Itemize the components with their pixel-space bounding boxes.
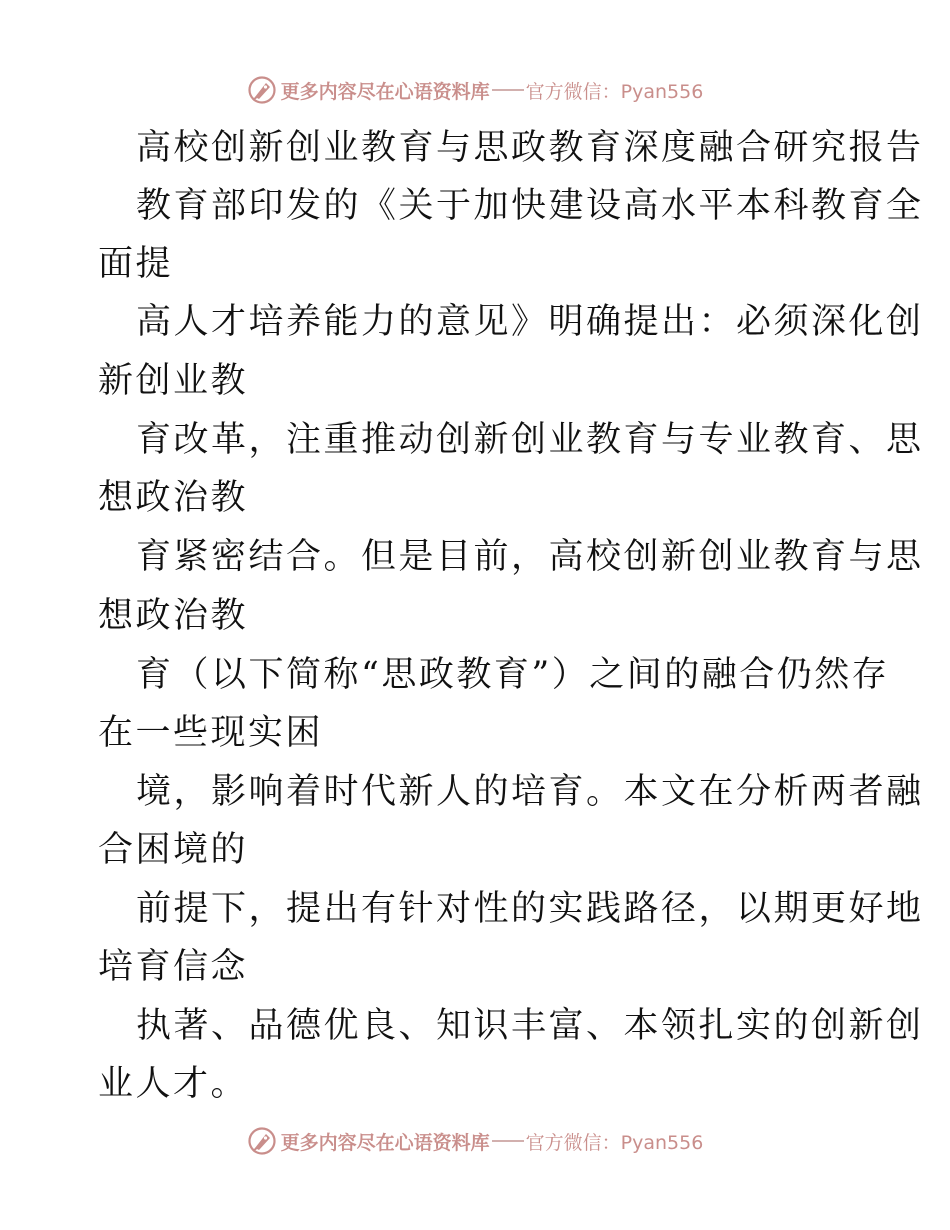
doc-line: 业人才。: [98, 1064, 249, 1104]
doc-line: 合困境的: [98, 830, 249, 870]
doc-line: 高人才培养能力的意见》明确提出：必须深化创: [136, 302, 924, 342]
doc-line: 新创业教: [98, 361, 249, 401]
header-watermark: [0, 73, 950, 107]
doc-line: 在一些现实困: [98, 713, 324, 753]
watermark-dash: [492, 89, 524, 91]
footer-watermark: [0, 1124, 950, 1158]
doc-line: 前提下，提出有针对性的实践路径，以期更好地: [136, 889, 924, 929]
doc-line: 培育信念: [98, 947, 249, 987]
doc-line: 想政治教: [98, 478, 249, 518]
pen-nib-logo-icon: [247, 1126, 277, 1156]
watermark-main-text: 更多内容尽在心语资料库: [280, 1131, 490, 1154]
pen-nib-logo-icon: [247, 75, 277, 105]
watermark-wechat-text: 官方微信：Pyan556: [525, 80, 704, 103]
doc-line: 教育部印发的《关于加快建设高水平本科教育全: [136, 186, 924, 226]
doc-line: 面提: [98, 244, 174, 284]
doc-line: 执著、品德优良、知识丰富、本领扎实的创新创: [136, 1006, 924, 1046]
doc-line: 想政治教: [98, 596, 249, 636]
doc-line: 育紧密结合。但是目前，高校创新创业教育与思: [136, 537, 924, 577]
doc-line: 育（以下简称“思政教育”）之间的融合仍然存: [136, 655, 890, 695]
watermark-main-text: 更多内容尽在心语资料库: [280, 80, 490, 103]
doc-line: 境，影响着时代新人的培育。本文在分析两者融: [136, 772, 924, 812]
doc-title: 高校创新创业教育与思政教育深度融合研究报告: [136, 128, 924, 168]
watermark-dash: [492, 1140, 524, 1142]
doc-line: 育改革，注重推动创新创业教育与专业教育、思: [136, 420, 924, 460]
watermark-wechat-text: 官方微信：Pyan556: [525, 1131, 704, 1154]
